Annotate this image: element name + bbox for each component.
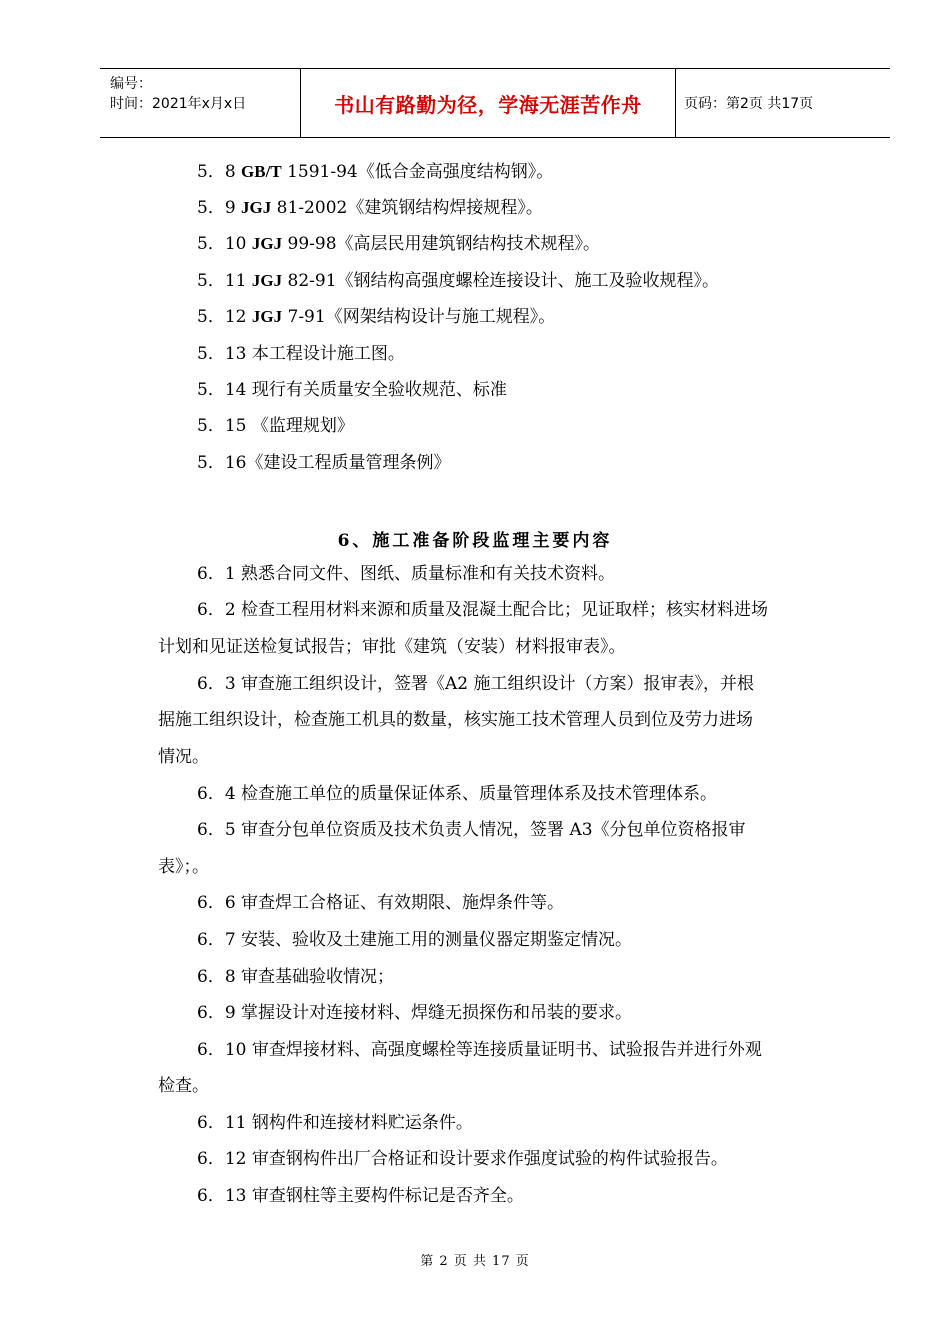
page-footer: 第 2 页 共 17 页 [420,1254,530,1269]
paragraph-line: 6．2 检查工程用材料来源和质量及混凝土配合比；见证取样；核实材料进场 [197,600,769,620]
paragraph-line: 6．6 审查焊工合格证、有效期限、施焊条件等。 [197,893,565,913]
paragraph-line: 计划和见证送检复试报告；审批《建筑（安装）材料报审表》。 [158,637,626,657]
list-item: 5．8 GB/T 1591-94《低合金高强度结构钢》。 [197,162,554,182]
standard-code: JGJ [251,234,283,253]
standard-code: GB/T [241,162,282,181]
paragraph-line: 6．11 钢构件和连接材料贮运条件。 [197,1113,473,1133]
paragraph-line: 6．9 掌握设计对连接材料、焊缝无损探伤和吊装的要求。 [197,1003,633,1023]
paragraph-line: 6．7 安装、验收及土建施工用的测量仪器定期鉴定情况。 [197,930,633,950]
paragraph-line: 据施工组织设计，检查施工机具的数量，核实施工技术管理人员到位及劳力进场 [158,710,753,730]
paragraph-line: 6．8 审查基础验收情况； [197,967,395,987]
list-item: 5．13 本工程设计施工图。 [197,344,405,364]
paragraph-line: 情况。 [158,747,209,767]
paragraph-line: 6．1 熟悉合同文件、图纸、质量标准和有关技术资料。 [197,564,616,584]
standard-code: JGJ [241,198,272,217]
list-item: 5．11 JGJ 82-91《钢结构高强度螺栓连接设计、施工及验收规程》。 [197,271,720,291]
document-number-label: 编号： [110,76,152,92]
header-motto: 书山有路勤为径，学海无涯苦作舟 [334,92,642,117]
list-item: 5．15 《监理规划》 [197,416,354,436]
paragraph-line: 6．5 审查分包单位资质及技术负责人情况，签署 A3《分包单位资格报审 [197,820,746,840]
paragraph-line: 6．12 审查钢构件出厂合格证和设计要求作强度试验的构件试验报告。 [197,1149,728,1169]
list-item: 5．9 JGJ 81-2002《建筑钢结构焊接规程》。 [197,198,543,218]
paragraph-line: 6．13 审查钢柱等主要构件标记是否齐全。 [197,1186,524,1206]
header-motto-cell [301,69,676,137]
paragraph-line: 6．10 审查焊接材料、高强度螺栓等连接质量证明书、试验报告并进行外观 [197,1040,762,1060]
paragraph-line: 表》；。 [158,857,209,877]
standard-code: JGJ [251,271,283,290]
header-page-code: 页码：第2页 共17页 [684,96,814,112]
document-date: 时间：2021年x月x日 [110,96,247,112]
standard-code: JGJ [251,307,283,326]
paragraph-line: 检查。 [158,1076,209,1096]
list-item: 5．14 现行有关质量安全验收规范、标准 [197,380,507,400]
header-meta [100,69,301,137]
header-page-cell [676,69,890,137]
paragraph-line: 6．4 检查施工单位的质量保证体系、质量管理体系及技术管理体系。 [197,784,718,804]
section-heading: 6、施工准备阶段监理主要内容 [337,531,613,551]
paragraph-line: 6．3 审查施工组织设计，签署《A2 施工组织设计（方案）报审表》，并根 [197,674,755,694]
page-header [100,68,890,138]
list-item: 5．16《建设工程质量管理条例》 [197,453,451,473]
list-item: 5．10 JGJ 99-98《高层民用建筑钢结构技术规程》。 [197,234,601,254]
list-item: 5．12 JGJ 7-91《网架结构设计与施工规程》。 [197,307,556,327]
